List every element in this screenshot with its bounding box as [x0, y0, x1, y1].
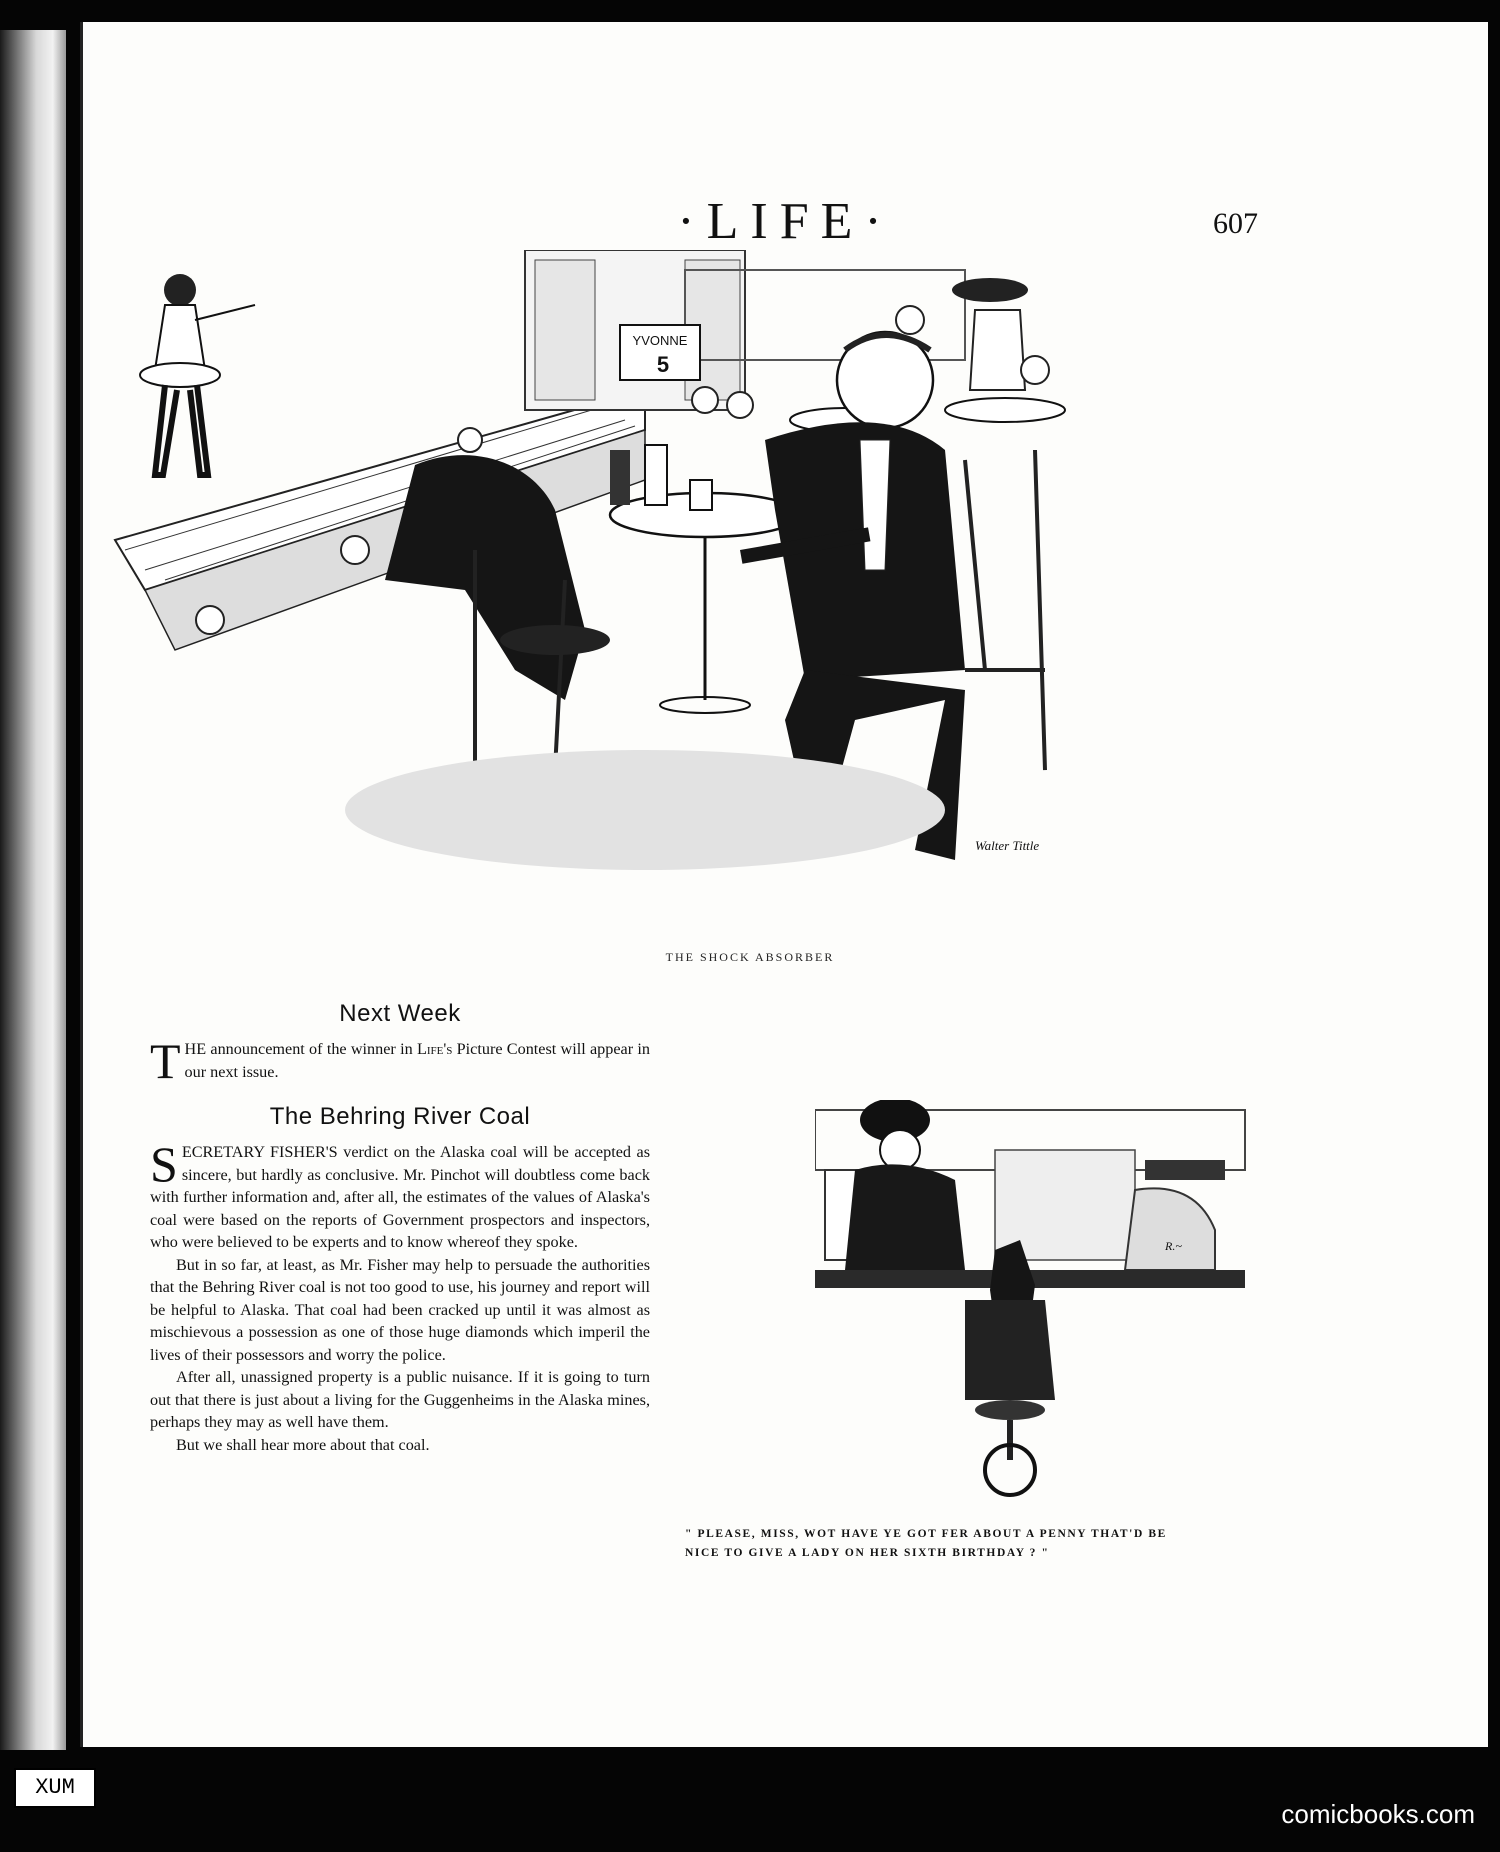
artist-signature: Walter Tittle — [975, 838, 1040, 853]
article-column — [150, 1000, 650, 1456]
next-week-text-a: HE announcement of the winner in — [184, 1040, 417, 1058]
next-week-text-b: Picture Contest will appear in our next issue. — [184, 1040, 650, 1081]
illustration-shock-absorber — [85, 250, 1185, 940]
paragraph-coal-1 — [150, 1136, 650, 1254]
site-watermark: comicbooks.com — [1281, 1799, 1475, 1829]
life-smallcaps: Life's — [416, 1040, 453, 1058]
page-number: 607 — [1213, 207, 1258, 240]
caption-sixth-birthday: " PLEASE, MISS, WOT HAVE YE GOT FER ABOUT A PENNY THAT'D BE NICE TO GIVE A LADY ON HER SIXTH BIRTHDAY ? " — [685, 1528, 1167, 1559]
masthead-title: ·LIFE· — [677, 193, 894, 250]
book-spine — [0, 30, 66, 1750]
paragraph-coal-2: But in so far, at least, as Mr. Fisher may help to persuade the authorities that the Behring River coal is not too good to use, his journey and report will be helpful to Alaska. That coal had been cracked up until it was almost as mischievous a possession as one of those huge diamonds which imperil the lives of their possessors and worry the police. — [150, 1255, 650, 1364]
svg-text:R.~: R.~ — [1165, 1239, 1182, 1253]
paragraph-next-week — [150, 1033, 650, 1089]
poster-number: 5 — [656, 352, 670, 377]
scan-corner-tag: XUM — [14, 1768, 96, 1808]
paragraph-coal-3: After all, unassigned property is a public nuisance. If it is going to turn out that there is just about a living for the Guggenheims in the Alaska mines, perhaps they may as well have them. — [150, 1368, 650, 1431]
dropcap-t: T — [150, 1033, 181, 1089]
caption-shock-absorber: THE SHOCK ABSORBER — [665, 950, 835, 964]
dropcap-s: S — [150, 1136, 178, 1192]
poster-name: YVONNE — [632, 333, 688, 348]
heading-next-week: Next Week — [339, 1000, 461, 1027]
illustration-sixth-birthday — [815, 1100, 1255, 1500]
coal-p1-text: ECRETARY FISHER'S verdict on the Alaska coal will be accepted as sincere, but hardly as conclusive. Mr. Pinchot will doubtless come back with further information and, after all, the estimates of the values of Alaska's coal were based on the reports of Government prospectors and inspectors, who were believed to be experts and to know whereof they spoke. — [150, 1143, 650, 1251]
heading-behring-river-coal: The Behring River Coal — [269, 1103, 531, 1130]
paragraph-coal-4: But we shall hear more about that coal. — [176, 1435, 430, 1454]
